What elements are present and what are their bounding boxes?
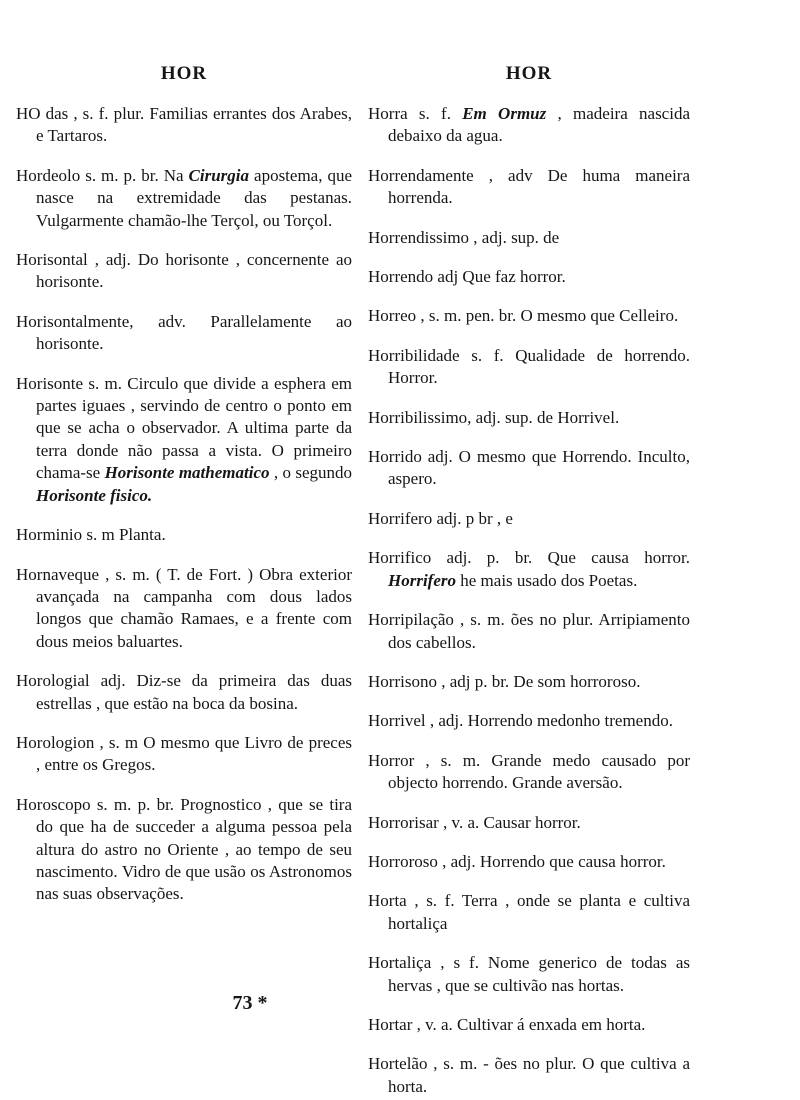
entry-text: Horrido adj. O mesmo que Horrendo. Inculto, aspero. [368, 447, 690, 489]
entry-text: Horripilação , s. m. ões no plur. Arripiamento dos cabellos. [368, 610, 690, 652]
dictionary-entry [16, 524, 352, 546]
entry-text: Horrifero adj. p br , e [368, 508, 513, 528]
entry-text: Horrendissimo , adj. sup. de [368, 227, 560, 247]
entry-italic-text: Horisonte fisico. [36, 485, 153, 505]
dictionary-entry [368, 266, 690, 288]
dictionary-entry [16, 249, 352, 294]
entry-text: Horminio s. m Planta. [16, 525, 166, 545]
left-running-head: HOR [160, 63, 208, 84]
entry-italic-text: Cirurgia [188, 165, 250, 185]
dictionary-entry [368, 165, 690, 210]
entry-text: Hornaveque , s. m. ( T. de Fort. ) Obra exterior avançada na campanha com dous lados longos que chamão Ramaes, e a frente com dous meios baluartes. [16, 564, 352, 651]
entry-text: Horribilissimo, adj. sup. de Horrivel. [368, 407, 620, 427]
left-entries [16, 103, 352, 906]
dictionary-entry [368, 750, 690, 795]
dictionary-entry [16, 373, 352, 507]
dictionary-entry [16, 794, 352, 906]
entry-text: Horisontalmente, adv. Parallelamente ao horisonte. [16, 311, 352, 354]
dictionary-entry [368, 851, 690, 873]
dictionary-entry [368, 103, 690, 148]
entry-text: Hortelão , s. m. - ões no plur. O que cultiva a horta. [368, 1054, 690, 1096]
entry-text: Horror , s. m. Grande medo causado por objecto horrendo. Grande aversão. [368, 750, 690, 793]
right-running-head: HOR [505, 63, 553, 84]
dictionary-entry [368, 407, 690, 429]
entry-text: apostema, que nasce na extremidade das pestanas. Vulgarmente chamão-lhe Terçol, ou Torçol. [36, 165, 353, 230]
dictionary-entry [368, 890, 690, 935]
dictionary-entry [368, 609, 690, 654]
dictionary-entry [16, 732, 352, 777]
dictionary-entry [368, 671, 690, 693]
entry-text: Horrivel , adj. Horrendo medonho tremendo. [368, 711, 673, 731]
dictionary-entry [368, 227, 690, 249]
dictionary-entry [368, 305, 690, 327]
dictionary-entry [16, 103, 352, 148]
entry-text: Hordeolo s. m. p. br. Na [16, 165, 189, 185]
entry-text: Horrendamente , adv De huma maneira horrenda. [368, 165, 690, 208]
entry-text: Horisonte s. m. Circulo que divide a esphera em partes iguaes , servindo de centro o ponto em que se acha o observador. A ultima parte da terra donde não passa a vista. O primeiro chama-se [16, 373, 352, 483]
entry-text: Horreo , s. m. pen. br. O mesmo que Celleiro. [368, 306, 679, 326]
entry-text: Horologial adj. Diz-se da primeira das duas estrellas , que estão na boca da bosina. [16, 671, 352, 713]
dictionary-entry [16, 165, 352, 232]
entry-text: Horta , s. f. Terra , onde se planta e cultiva hortaliça [368, 891, 690, 933]
dictionary-entry [368, 710, 690, 732]
left-column [16, 62, 352, 908]
right-column [368, 62, 690, 1100]
dictionary-entry [368, 952, 690, 997]
entry-text: he mais usado dos Poetas. [456, 570, 638, 590]
entry-text: Horroroso , adj. Horrendo que causa horror. [368, 851, 666, 871]
dictionary-entry [368, 1014, 690, 1036]
entry-text: Horribilidade s. f. Qualidade de horrendo. Horror. [368, 345, 690, 388]
entry-text: , madeira nascida debaixo da agua. [388, 104, 690, 146]
dictionary-entry [368, 547, 690, 592]
entry-text: Horrorisar , v. a. Causar horror. [368, 812, 581, 832]
dictionary-entry [368, 345, 690, 390]
dictionary-entry [16, 564, 352, 654]
entry-text: HO das , s. f. plur. Familias errantes dos Arabes, e Tartaros. [16, 104, 352, 146]
dictionary-entry [368, 508, 690, 530]
dictionary-entry [368, 446, 690, 491]
entry-text: Horrisono , adj p. br. De som horroroso. [368, 671, 641, 691]
entry-text: Horologion , s. m O mesmo que Livro de preces , entre os Gregos. [16, 732, 352, 775]
entry-italic-text: Horrifero [388, 570, 456, 590]
right-entries [368, 103, 690, 1098]
entry-text: Horra s. f. [368, 104, 463, 123]
page-number: 73 * [232, 992, 268, 1014]
entry-text: Horoscopo s. m. p. br. Prognostico , que se tira do que ha de succeder a alguma pessoa pela altura do astro no Oriente , ao tempo de seu nascimento. Vidro de que usão os Astronomos nas suas observações. [16, 794, 352, 904]
entry-text: Horrendo adj Que faz horror. [368, 267, 566, 287]
entry-text: Hortaliça , s f. Nome generico de todas as hervas , que se cultivão nas hortas. [368, 953, 690, 995]
entry-italic-text: Horisonte mathematico [104, 463, 270, 483]
dictionary-entry [368, 1053, 690, 1098]
entry-text: Horrifico adj. p. br. Que causa horror. [368, 548, 690, 568]
entry-text: , o segundo [269, 463, 353, 483]
entry-text: Horisontal , adj. Do horisonte , concernente ao horisonte. [16, 250, 352, 292]
dictionary-entry [16, 670, 352, 715]
entry-italic-text: Em Ormuz [462, 104, 547, 123]
entry-text: Hortar , v. a. Cultivar á enxada em horta. [368, 1014, 646, 1034]
dictionary-entry [16, 311, 352, 356]
dictionary-entry [368, 812, 690, 834]
